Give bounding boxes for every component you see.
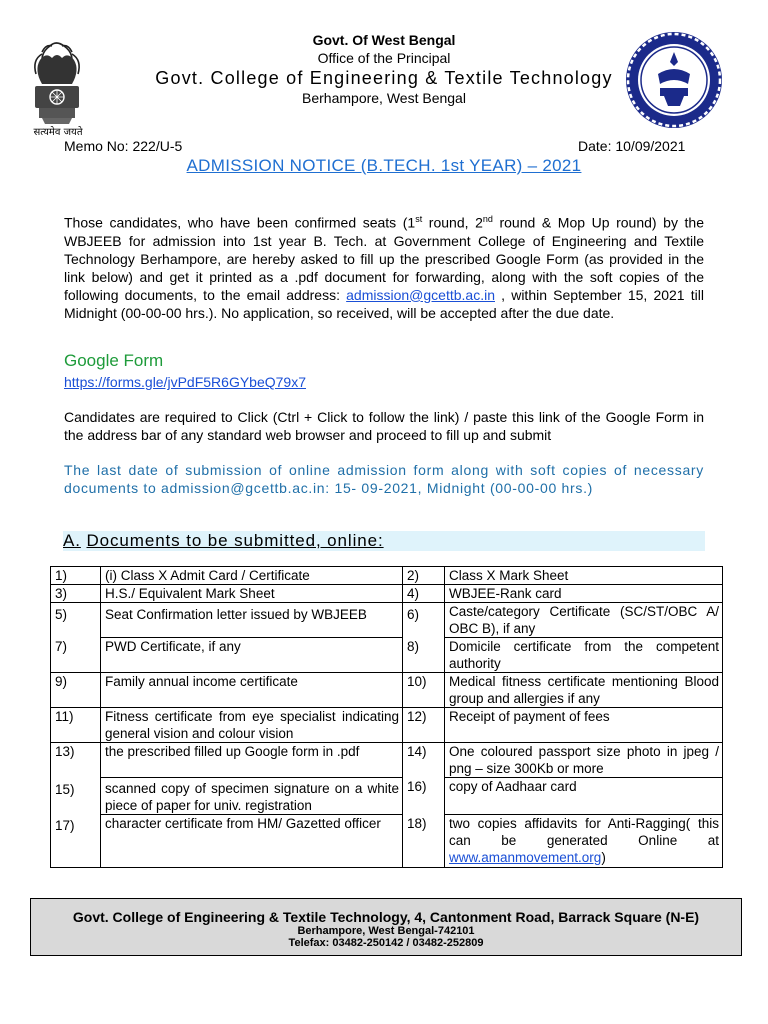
- doc-item: character certificate from HM/ Gazetted officer: [101, 815, 403, 868]
- table-row: [51, 567, 723, 585]
- doc-number: 16): [403, 778, 445, 815]
- doc-number: 9): [51, 673, 101, 708]
- doc-item: One coloured passport size photo in jpeg / png – size 300Kb or more: [445, 743, 723, 778]
- table-row: [51, 585, 723, 603]
- doc-number: 3): [51, 585, 101, 603]
- footer-telefax: Telefax: 03482-250142 / 03482-252809: [288, 937, 484, 949]
- doc-number: 4): [403, 585, 445, 603]
- instructions-paragraph: Candidates are required to Click (Ctrl + Click to follow the link) / paste this link of the Google Form in the address bar of any standard web browser and proceed to fill up and submit: [64, 409, 704, 443]
- documents-section-heading: A. Documents to be submitted, online:: [63, 531, 705, 551]
- amanmovement-link[interactable]: www.amanmovement.org: [449, 850, 602, 865]
- doc-item: Family annual income certificate: [101, 673, 403, 708]
- doc-item: Caste/category Certificate (SC/ST/OBC A/ OBC B), if any: [445, 603, 723, 638]
- google-form-heading: Google Form: [64, 351, 164, 370]
- table-row: [51, 815, 723, 868]
- table-row: [51, 778, 723, 815]
- doc-item: copy of Aadhaar card: [445, 778, 723, 815]
- emblem-motto: सत्यमेव जयते: [33, 127, 83, 138]
- footer-city: Berhampore, West Bengal-742101: [297, 925, 475, 937]
- college-location: Berhampore, West Bengal: [302, 90, 466, 106]
- memo-date: Date: 10/09/2021: [578, 138, 686, 154]
- table-row: [51, 673, 723, 708]
- admission-email-link[interactable]: admission@gcettb.ac.in: [346, 286, 495, 303]
- doc-number: 7): [51, 638, 101, 673]
- doc-item: Receipt of payment of fees: [445, 708, 723, 743]
- doc-number: 6): [403, 603, 445, 638]
- doc-item: (i) Class X Admit Card / Certificate: [101, 567, 403, 585]
- doc-item: WBJEE-Rank card: [445, 585, 723, 603]
- table-row: [51, 603, 723, 638]
- doc-number: 2): [403, 567, 445, 585]
- doc-item: two copies affidavits for Anti-Ragging( this can be generated Online at www.amanmovement.org): [445, 815, 723, 868]
- documents-table: [50, 566, 723, 868]
- doc-number: 10): [403, 673, 445, 708]
- notice-title: ADMISSION NOTICE (B.TECH. 1st YEAR) – 2021: [186, 156, 582, 175]
- table-row: [51, 708, 723, 743]
- doc-number: 18): [403, 815, 445, 868]
- national-emblem-icon: [22, 30, 92, 138]
- header-govt: Govt. Of West Bengal: [312, 32, 456, 48]
- doc-number: 14): [403, 743, 445, 778]
- google-form-link[interactable]: https://forms.gle/jvPdF5R6GYbeQ79x7: [64, 374, 306, 390]
- table-row: [51, 638, 723, 673]
- doc-item: scanned copy of specimen signature on a white piece of paper for univ. registration: [101, 778, 403, 815]
- memo-number: Memo No: 222/U-5: [64, 138, 183, 154]
- doc-number: 8): [403, 638, 445, 673]
- doc-item: Domicile certificate from the competent authority: [445, 638, 723, 673]
- doc-item: H.S./ Equivalent Mark Sheet: [101, 585, 403, 603]
- footer-address-box: [30, 898, 742, 956]
- doc-item: PWD Certificate, if any: [101, 638, 403, 673]
- header-office: Office of the Principal: [317, 50, 451, 66]
- doc-number: 12): [403, 708, 445, 743]
- doc-item: the prescribed filled up Google form in .pdf: [101, 743, 403, 778]
- doc-item: Seat Confirmation letter issued by WBJEEB: [101, 603, 403, 638]
- doc-item: Class X Mark Sheet: [445, 567, 723, 585]
- doc-number: 1): [51, 567, 101, 585]
- table-row: [51, 743, 723, 778]
- intro-paragraph: Those candidates, who have been confirmed seats (1st round, 2nd round & Mop Up round) by the WBJEEB for admission into 1st year B. Tech. at Government College of Engineering and Textile Technology Berhampore, are hereby asked to fill up the prescribed Google Form (as provided in the link below) and get it printed as a .pdf document for forwarding, along with the soft copies of the following documents, to the email address: admission@gcettb.ac.in , within September 15, 2021 till Midnight (00-00-00 hrs.). No application, so received, will be accepted after the due date.: [64, 214, 704, 321]
- footer-address: Govt. College of Engineering & Textile Technology, 4, Cantonment Road, Barrack Square (N-E): [72, 909, 700, 925]
- deadline-paragraph: The last date of submission of online admission form along with soft copies of necessary documents to admission@gcettb.ac.in: 15- 09-2021, Midnight (00-00-00 hrs.): [64, 462, 704, 496]
- college-logo-icon: [624, 30, 724, 130]
- doc-number: 11): [51, 708, 101, 743]
- doc-number: 17): [51, 815, 101, 868]
- doc-number: 15): [51, 778, 101, 815]
- doc-number: 5): [51, 603, 101, 638]
- doc-number: 13): [51, 743, 101, 778]
- college-name: Govt. College of Engineering & Textile Technology: [155, 68, 613, 88]
- doc-item: Medical fitness certificate mentioning Blood group and allergies if any: [445, 673, 723, 708]
- doc-item: Fitness certificate from eye specialist indicating general vision and colour vision: [101, 708, 403, 743]
